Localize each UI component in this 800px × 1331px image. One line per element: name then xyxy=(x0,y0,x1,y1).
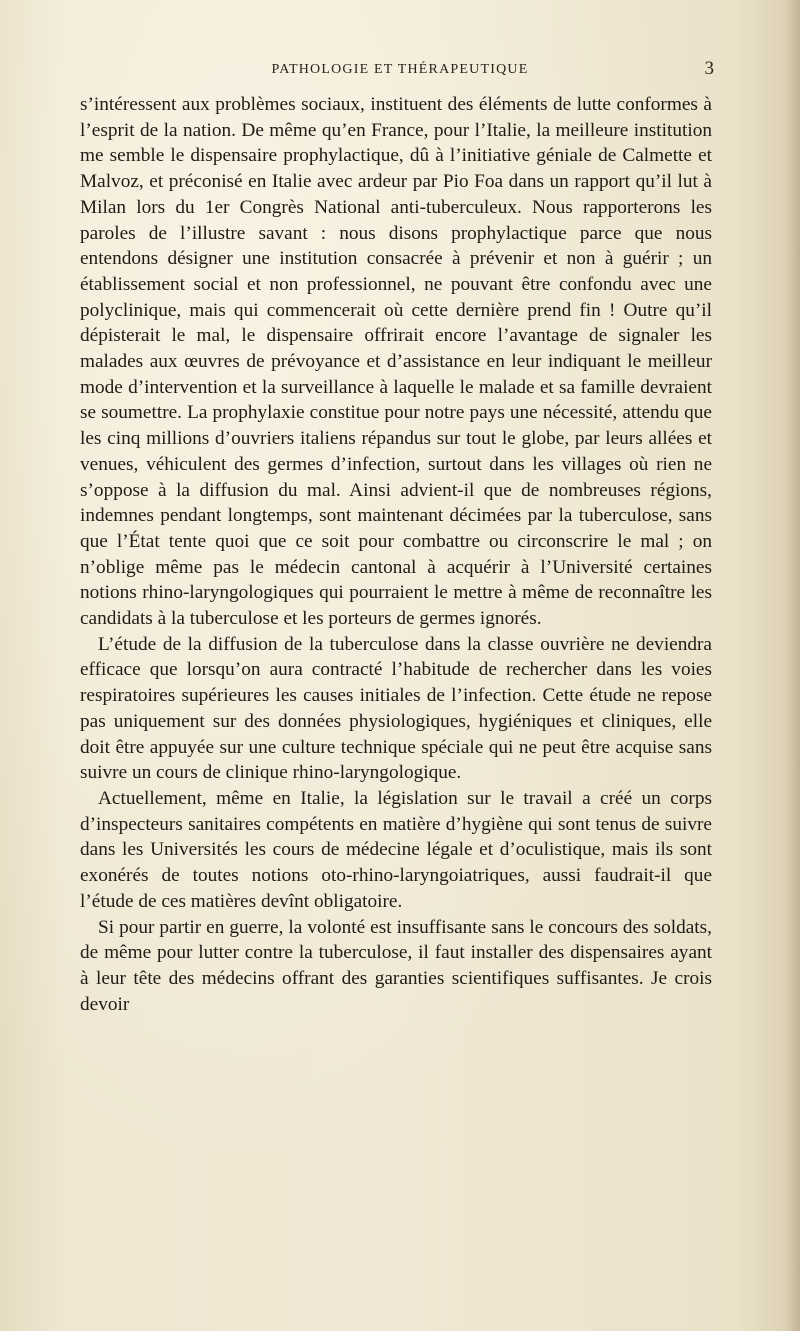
paragraph: Actuellement, même en Italie, la législation sur le travail a créé un corps d’inspecteurs sanitaires compétents en matière d’hygiène qui sont tenus de suivre dans les Universités les cours de médecine légale et d’oculistique, mais ils sont exonérés de toutes notions oto-rhino-laryngoiatriques, aussi faudrait-il que l’étude de ces matières devînt obligatoire. xyxy=(80,787,712,912)
body-text xyxy=(80,92,712,1017)
page-number: 3 xyxy=(704,58,714,79)
paragraph: s’intéressent aux problèmes sociaux, instituent des éléments de lutte conformes à l’esprit de la nation. De même qu’en France, pour l’Italie, la meilleure institution me semble le dispensaire prophylactique, dû à l’initiative géniale de Calmette et Malvoz, et préconisé en Italie avec ardeur par Pio Foa dans un rapport qu’il lut à Milan lors du 1er Congrès National anti-tuberculeux. Nous rapporterons les paroles de l’illustre savant : nous disons prophylactique parce que nous entendons désigner une institution consacrée à prévenir et non à guérir ; un établissement social et non professionnel, ne pouvant être confondu avec une polyclinique, mais qui commencerait où cette dernière prend fin ! Outre qu’il dépisterait le mal, le dispensaire offrirait encore l’avantage de signaler les malades aux œuvres de prévoyance et d’assistance en leur indiquant le meilleur mode d’intervention et la surveillance à laquelle le malade et sa famille devraient se soumettre. La prophylaxie constitue pour notre pays une nécessité, attendu que les cinq millions d’ouvriers italiens répandus sur tout le globe, par leurs allées et venues, véhiculent des germes d’infection, surtout dans les villages où rien ne s’oppose à la diffusion du mal. Ainsi advient-il que de nombreuses régions, indemnes pendant longtemps, sont maintenant décimées par la tuberculose, sans que l’État tente quoi que ce soit pour combattre ou circonscrire le mal ; on n’oblige même pas le médecin cantonal à acquérir à l’Université certaines notions rhino-laryngologiques qui pourraient le mettre à même de reconnaître les candidats à la tuberculose et les porteurs de germes ignorés. xyxy=(80,94,712,630)
page-header xyxy=(80,58,720,82)
paragraph: L’étude de la diffusion de la tuberculose dans la classe ouvrière ne deviendra efficace que lorsqu’on aura contracté l’habitude de rechercher dans les voies respiratoires supérieures les causes initiales de l’infection. Cette étude ne repose pas uniquement sur des données physiologiques, hygiéniques et cliniques, elle doit être appuyée sur une culture technique spéciale qui ne peut être acquise sans suivre un cours de clinique rhino-laryngologique. xyxy=(80,633,712,784)
page-edge-shadow xyxy=(786,0,800,1331)
running-head: PATHOLOGIE ET THÉRAPEUTIQUE xyxy=(271,62,529,77)
paragraph: Si pour partir en guerre, la volonté est insuffisante sans le concours des soldats, de même pour lutter contre la tuberculose, il faut installer des dispensaires ayant à leur tête des médecins offrant des garanties scientifiques suffisantes. Je crois devoir xyxy=(80,916,712,1015)
